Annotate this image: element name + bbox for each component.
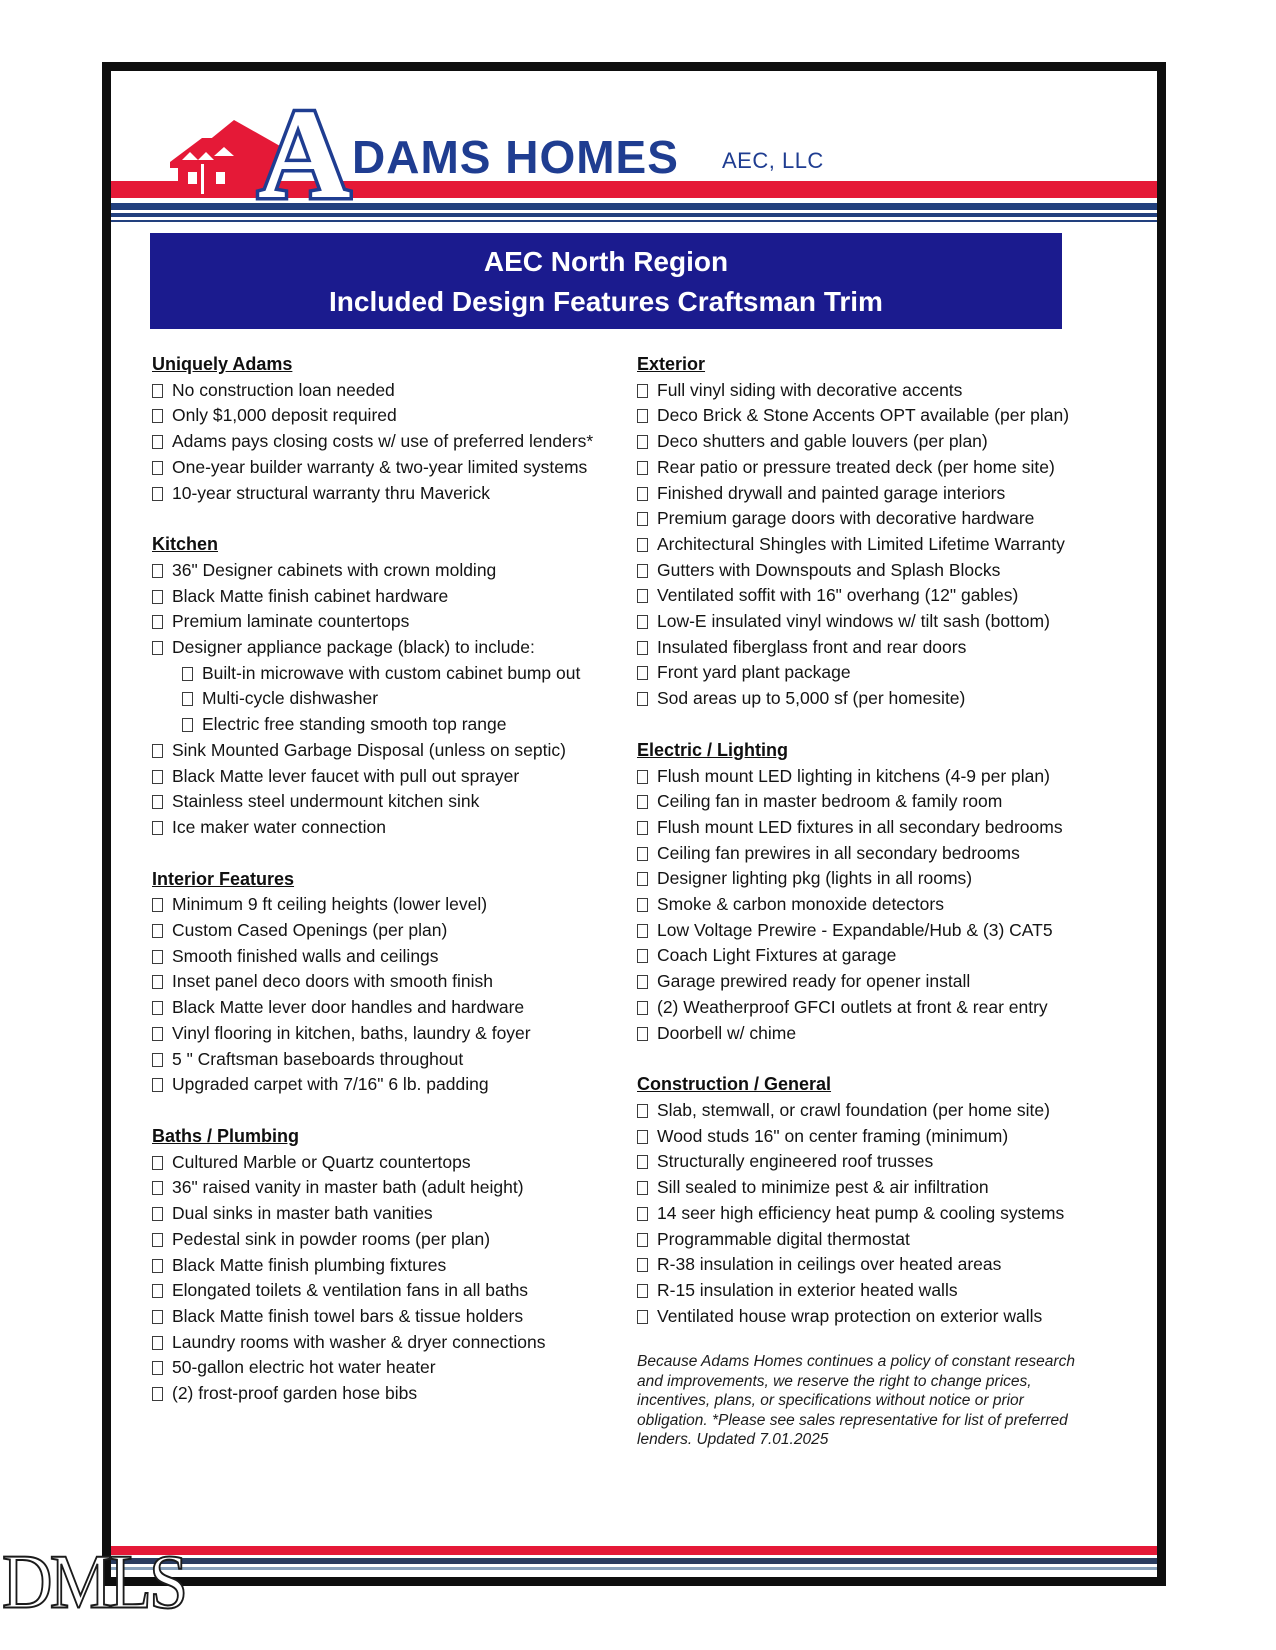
checkbox-icon xyxy=(637,1027,648,1041)
checkbox-icon xyxy=(637,795,648,809)
feature-item xyxy=(152,429,637,455)
checkbox-icon xyxy=(152,1284,163,1298)
feature-text: Upgraded carpet with 7/16" 6 lb. padding xyxy=(172,1074,489,1095)
checkbox-icon xyxy=(152,770,163,784)
feature-item xyxy=(637,378,1109,404)
feature-item xyxy=(637,686,1109,712)
feature-section xyxy=(637,738,1109,1046)
feature-text: Full vinyl siding with decorative accents xyxy=(657,379,963,400)
checkbox-icon xyxy=(152,795,163,809)
feature-text: Flush mount LED fixtures in all secondary bedrooms xyxy=(657,816,1063,837)
checkbox-icon xyxy=(637,487,648,501)
feature-text: Black Matte lever faucet with pull out sprayer xyxy=(172,765,520,786)
feature-item xyxy=(637,403,1109,429)
feature-item xyxy=(637,558,1109,584)
feature-text: One-year builder warranty & two-year limited systems xyxy=(172,456,588,477)
header-navy-stripe-3 xyxy=(111,220,1157,222)
checkbox-icon xyxy=(637,589,648,603)
feature-text: Designer appliance package (black) to include: xyxy=(172,637,535,658)
feature-text: Deco Brick & Stone Accents OPT available (per plan) xyxy=(657,405,1070,426)
feature-item xyxy=(152,1304,637,1330)
checkbox-icon xyxy=(152,1336,163,1350)
feature-item xyxy=(637,815,1109,841)
feature-text: Finished drywall and painted garage interiors xyxy=(657,482,1006,503)
checkbox-icon xyxy=(152,435,163,449)
feature-text: Pedestal sink in powder rooms (per plan) xyxy=(172,1228,491,1249)
feature-item xyxy=(152,1253,637,1279)
feature-item xyxy=(637,995,1109,1021)
checkbox-icon xyxy=(637,384,648,398)
feature-section xyxy=(152,532,637,840)
feature-item xyxy=(152,558,637,584)
checkbox-icon xyxy=(152,487,163,501)
feature-item xyxy=(637,969,1109,995)
checkbox-icon xyxy=(152,924,163,938)
feature-item xyxy=(637,918,1109,944)
feature-text: Black Matte finish plumbing fixtures xyxy=(172,1254,447,1275)
feature-text: 50-gallon electric hot water heater xyxy=(172,1357,436,1378)
feature-item xyxy=(152,1175,637,1201)
feature-item xyxy=(637,1227,1109,1253)
feature-item xyxy=(152,764,637,790)
feature-item xyxy=(152,455,637,481)
feature-text: (2) Weatherproof GFCI outlets at front & rear entry xyxy=(657,996,1048,1017)
feature-text: Premium garage doors with decorative hardware xyxy=(657,508,1035,529)
feature-item xyxy=(152,1201,637,1227)
logo-suffix: AEC, LLC xyxy=(722,148,824,173)
checkbox-icon xyxy=(637,770,648,784)
feature-item xyxy=(637,1021,1109,1047)
footer-steel-line xyxy=(111,1567,1157,1570)
checkbox-icon xyxy=(637,898,648,912)
feature-item xyxy=(637,660,1109,686)
footer-red-bar xyxy=(111,1546,1157,1555)
feature-item xyxy=(152,481,637,507)
checkbox-icon xyxy=(182,692,193,706)
feature-item xyxy=(152,1150,637,1176)
feature-item xyxy=(637,609,1109,635)
feature-item xyxy=(637,764,1109,790)
checkbox-icon xyxy=(152,461,163,475)
checkbox-icon xyxy=(637,1155,648,1169)
feature-text: 14 seer high efficiency heat pump & cooling systems xyxy=(657,1202,1065,1223)
disclaimer-text: Because Adams Homes continues a policy of constant research and improvements, we reserve the right to change prices, incentives, plans, or specifications without notice or prior obligation. *Please see sales representative for list of preferred lenders. Updated 7.01.2025 xyxy=(637,1353,1075,1448)
feature-text: Deco shutters and gable louvers (per plan) xyxy=(657,431,988,452)
feature-section xyxy=(152,352,637,506)
logo-letter-a: A xyxy=(258,84,351,214)
checkbox-icon xyxy=(637,1001,648,1015)
checkbox-icon xyxy=(152,1361,163,1375)
feature-item xyxy=(152,995,637,1021)
feature-item xyxy=(152,1381,637,1407)
feature-text: Garage prewired ready for opener install xyxy=(657,971,971,992)
section-heading: Interior Features xyxy=(152,868,295,889)
feature-item xyxy=(152,1072,637,1098)
feature-text: Smooth finished walls and ceilings xyxy=(172,945,439,966)
feature-text: Wood studs 16" on center framing (minimum) xyxy=(657,1125,1009,1146)
checkbox-icon xyxy=(152,615,163,629)
checkbox-icon xyxy=(637,1310,648,1324)
feature-text: Premium laminate countertops xyxy=(172,611,410,632)
checkbox-icon xyxy=(152,1053,163,1067)
watermark: DMLS xyxy=(2,1539,186,1625)
checkbox-icon xyxy=(637,872,648,886)
feature-item xyxy=(637,1149,1109,1175)
checkbox-icon xyxy=(152,1156,163,1170)
checkbox-icon xyxy=(637,924,648,938)
checkbox-icon xyxy=(152,1259,163,1273)
features-column-left xyxy=(152,352,637,1433)
feature-section xyxy=(637,352,1109,712)
feature-text: Cultured Marble or Quartz countertops xyxy=(172,1151,471,1172)
feature-item xyxy=(152,403,637,429)
feature-text: Black Matte lever door handles and hardware xyxy=(172,997,525,1018)
checkbox-icon xyxy=(152,1181,163,1195)
feature-item xyxy=(637,481,1109,507)
feature-item xyxy=(152,584,637,610)
checkbox-icon xyxy=(637,461,648,475)
feature-item xyxy=(637,1175,1109,1201)
section-heading: Electric / Lighting xyxy=(637,739,789,760)
feature-text: Ceiling fan prewires in all secondary bedrooms xyxy=(657,842,1020,863)
feature-text: Ventilated soffit with 16" overhang (12" gables) xyxy=(657,585,1019,606)
feature-text: Insulated fiberglass front and rear doors xyxy=(657,636,967,657)
feature-text: R-38 insulation in ceilings over heated areas xyxy=(657,1254,1002,1275)
feature-text: Inset panel deco doors with smooth finish xyxy=(172,971,494,992)
features-column-right xyxy=(637,352,1109,1355)
checkbox-icon xyxy=(152,1027,163,1041)
feature-item xyxy=(152,712,637,738)
feature-item xyxy=(637,841,1109,867)
feature-item xyxy=(152,1227,637,1253)
logo-wordmark: DAMS HOMES xyxy=(352,131,679,183)
feature-text: Smoke & carbon monoxide detectors xyxy=(657,894,944,915)
feature-text: Sod areas up to 5,000 sf (per homesite) xyxy=(657,688,966,709)
feature-item xyxy=(637,943,1109,969)
checkbox-icon xyxy=(152,564,163,578)
feature-text: Black Matte finish cabinet hardware xyxy=(172,585,449,606)
feature-text: Elongated toilets & ventilation fans in all baths xyxy=(172,1280,529,1301)
feature-item xyxy=(152,378,637,404)
feature-item xyxy=(637,429,1109,455)
feature-section xyxy=(152,867,637,1098)
section-heading: Kitchen xyxy=(152,534,219,555)
checkbox-icon xyxy=(182,667,193,681)
feature-text: Sill sealed to minimize pest & air infiltration xyxy=(657,1177,989,1198)
feature-item xyxy=(152,609,637,635)
feature-item xyxy=(152,635,637,661)
checkbox-icon xyxy=(637,1104,648,1118)
feature-item xyxy=(152,969,637,995)
feature-item xyxy=(152,686,637,712)
feature-item xyxy=(152,738,637,764)
feature-item xyxy=(152,1047,637,1073)
feature-item xyxy=(637,866,1109,892)
feature-text: Dual sinks in master bath vanities xyxy=(172,1203,433,1224)
feature-text: Multi-cycle dishwasher xyxy=(202,688,379,709)
feature-item xyxy=(152,1330,637,1356)
feature-text: Designer lighting pkg (lights in all rooms) xyxy=(657,868,973,889)
checkbox-icon xyxy=(637,975,648,989)
feature-item xyxy=(152,892,637,918)
checkbox-icon xyxy=(152,821,163,835)
checkbox-icon xyxy=(152,744,163,758)
checkbox-icon xyxy=(152,1233,163,1247)
checkbox-icon xyxy=(637,512,648,526)
feature-item xyxy=(637,506,1109,532)
feature-text: Black Matte finish towel bars & tissue holders xyxy=(172,1305,524,1326)
feature-section xyxy=(152,1124,637,1407)
feature-text: (2) frost-proof garden hose bibs xyxy=(172,1383,418,1404)
feature-text: Flush mount LED lighting in kitchens (4-9 per plan) xyxy=(657,765,1050,786)
feature-item xyxy=(637,583,1109,609)
checkbox-icon xyxy=(637,538,648,552)
checkbox-icon xyxy=(152,975,163,989)
checkbox-icon xyxy=(637,1130,648,1144)
checkbox-icon xyxy=(637,615,648,629)
feature-section xyxy=(637,1072,1109,1329)
feature-item xyxy=(637,1252,1109,1278)
feature-item xyxy=(637,1124,1109,1150)
checkbox-icon xyxy=(182,718,193,732)
feature-text: Structurally engineered roof trusses xyxy=(657,1151,934,1172)
feature-item xyxy=(637,455,1109,481)
feature-text: Sink Mounted Garbage Disposal (unless on septic) xyxy=(172,739,566,760)
checkbox-icon xyxy=(637,1181,648,1195)
feature-text: Doorbell w/ chime xyxy=(657,1022,797,1043)
feature-item xyxy=(152,944,637,970)
checkbox-icon xyxy=(152,1001,163,1015)
checkbox-icon xyxy=(152,1387,163,1401)
feature-item xyxy=(152,918,637,944)
banner-line-2: Included Design Features Craftsman Trim xyxy=(329,286,883,317)
title-banner xyxy=(150,233,1062,329)
section-heading: Construction / General xyxy=(637,1074,832,1095)
feature-text: Vinyl flooring in kitchen, baths, laundry & foyer xyxy=(172,1022,531,1043)
feature-text: 10-year structural warranty thru Maverick xyxy=(172,482,491,503)
checkbox-icon xyxy=(152,384,163,398)
feature-text: 5 " Craftsman baseboards throughout xyxy=(172,1048,464,1069)
feature-text: Architectural Shingles with Limited Lifetime Warranty xyxy=(657,533,1065,554)
checkbox-icon xyxy=(152,1078,163,1092)
feature-text: Custom Cased Openings (per plan) xyxy=(172,920,448,941)
feature-text: Rear patio or pressure treated deck (per home site) xyxy=(657,456,1055,477)
feature-text: Minimum 9 ft ceiling heights (lower level) xyxy=(172,894,488,915)
section-heading: Uniquely Adams xyxy=(152,354,293,374)
checkbox-icon xyxy=(152,1207,163,1221)
checkbox-icon xyxy=(637,666,648,680)
feature-item xyxy=(152,1355,637,1381)
checkbox-icon xyxy=(152,641,163,655)
checkbox-icon xyxy=(152,898,163,912)
checkbox-icon xyxy=(637,821,648,835)
feature-text: Low Voltage Prewire - Expandable/Hub & (3) CAT5 xyxy=(657,919,1053,940)
feature-item xyxy=(152,661,637,687)
feature-item xyxy=(637,532,1109,558)
feature-item xyxy=(637,892,1109,918)
feature-item xyxy=(152,815,637,841)
checkbox-icon xyxy=(152,950,163,964)
feature-text: R-15 insulation in exterior heated walls xyxy=(657,1279,958,1300)
checkbox-icon xyxy=(637,1233,648,1247)
banner-line-1: AEC North Region xyxy=(483,246,729,277)
feature-text: Laundry rooms with washer & dryer connections xyxy=(172,1331,546,1352)
feature-text: Front yard plant package xyxy=(657,662,851,683)
checkbox-icon xyxy=(637,1284,648,1298)
footer-navy-bar xyxy=(111,1558,1157,1564)
section-heading: Baths / Plumbing xyxy=(152,1125,300,1146)
checkbox-icon xyxy=(637,564,648,578)
feature-item xyxy=(152,1021,637,1047)
checkbox-icon xyxy=(152,590,163,604)
feature-text: Ceiling fan in master bedroom & family room xyxy=(657,791,1003,812)
feature-text: Ventilated house wrap protection on exterior walls xyxy=(657,1305,1043,1326)
checkbox-icon xyxy=(637,409,648,423)
feature-text: Built-in microwave with custom cabinet bump out xyxy=(202,662,581,683)
feature-text: Ice maker water connection xyxy=(172,816,386,837)
feature-text: No construction loan needed xyxy=(172,379,395,400)
feature-text: Low-E insulated vinyl windows w/ tilt sash (bottom) xyxy=(657,611,1050,632)
feature-text: 36" Designer cabinets with crown molding xyxy=(172,559,497,580)
feature-item xyxy=(152,1278,637,1304)
feature-item xyxy=(152,789,637,815)
feature-text: Slab, stemwall, or crawl foundation (per home site) xyxy=(657,1099,1050,1120)
checkbox-icon xyxy=(637,641,648,655)
checkbox-icon xyxy=(637,692,648,706)
feature-text: Electric free standing smooth top range xyxy=(202,714,507,735)
checkbox-icon xyxy=(637,435,648,449)
feature-text: Only $1,000 deposit required xyxy=(172,405,397,426)
feature-item xyxy=(637,1304,1109,1330)
feature-text: Adams pays closing costs w/ use of preferred lenders* xyxy=(172,431,594,452)
checkbox-icon xyxy=(637,1207,648,1221)
feature-item xyxy=(637,635,1109,661)
feature-item xyxy=(637,1201,1109,1227)
checkbox-icon xyxy=(152,409,163,423)
feature-text: Gutters with Downspouts and Splash Blocks xyxy=(657,559,1001,580)
feature-item xyxy=(637,1098,1109,1124)
feature-item xyxy=(637,1278,1109,1304)
feature-text: Stainless steel undermount kitchen sink xyxy=(172,791,480,812)
checkbox-icon xyxy=(152,1310,163,1324)
feature-item xyxy=(637,789,1109,815)
feature-text: Programmable digital thermostat xyxy=(657,1228,910,1249)
checkbox-icon xyxy=(637,847,648,861)
feature-text: 36" raised vanity in master bath (adult height) xyxy=(172,1177,524,1198)
checkbox-icon xyxy=(637,949,648,963)
section-heading: Exterior xyxy=(637,354,706,374)
feature-text: Coach Light Fixtures at garage xyxy=(657,945,897,966)
checkbox-icon xyxy=(637,1258,648,1272)
